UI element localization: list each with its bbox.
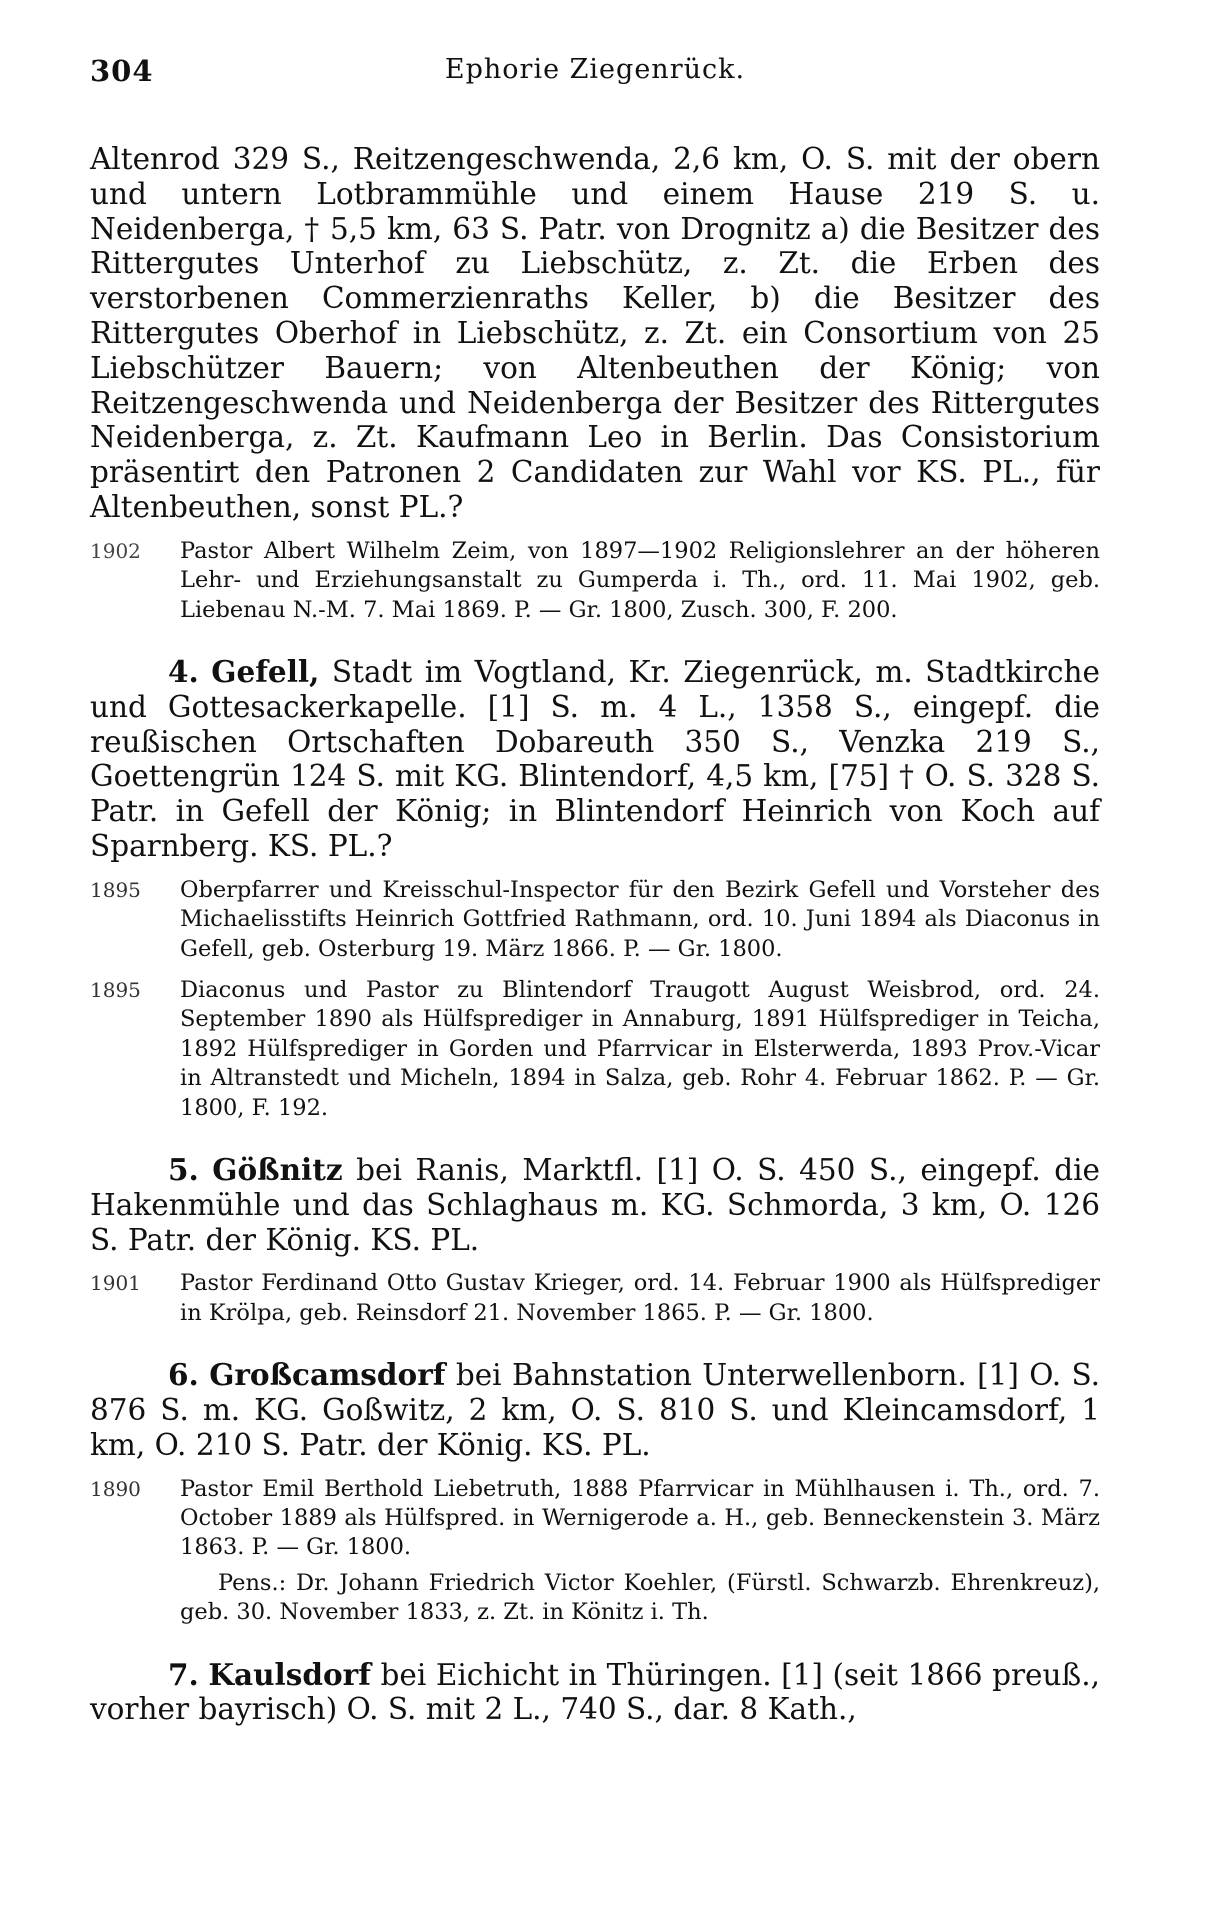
note-text: Pastor Ferdinand Otto Gustav Krieger, ord. 14. Februar 1900 als Hülfsprediger in Krölpa, geb. Reinsdorf 21. November 1865. P. — Gr. 1800. — [180, 1270, 1100, 1326]
note-text: Pastor Emil Berthold Liebetruth, 1888 Pfarrvicar in Mühlhausen i. Th., ord. 7. October 1889 als Hülfspred. in Wernigerode a. H., geb. Benneckenstein 3. März 1863. P. — Gr. 1800. — [180, 1475, 1100, 1561]
entry-number: 7. — [168, 1656, 199, 1692]
parish-entry — [90, 1358, 1100, 1462]
place-name: Gößnitz — [212, 1152, 343, 1188]
entry-number: 4. — [168, 653, 199, 689]
parish-entry — [90, 1153, 1100, 1257]
note-year: 1895 — [90, 877, 141, 902]
entry-text: bei Bahnstation Unterwellenborn. [1] O. S. 876 S. m. KG. Goßwitz, 2 km, O. S. 810 S. und Kleincamsdorf, 1 km, O. 210 S. Patr. der König. KS. PL. — [90, 1358, 1100, 1462]
place-name: Gefell, — [211, 653, 320, 689]
entry-text: Stadt im Vogtland, Kr. Ziegenrück, m. Stadtkirche und Gottesackerkapelle. [1] S. m. 4 L., 1358 S., eingepf. die reußischen Ortschaften Dobareuth 350 S., Venzka 219 S., Goettengrün 124 S. mit KG. Blintendorf, 4,5 km, [75] † O. S. 328 S. Patr. in Gefell der König; in Blintendorf Heinrich von Koch auf Sparnberg. KS. PL.? — [90, 654, 1100, 863]
parish-entry — [90, 655, 1100, 864]
clergy-note — [90, 1269, 1100, 1328]
clergy-note — [90, 976, 1100, 1123]
book-page — [90, 40, 1100, 1727]
running-head: Ephorie Ziegenrück. — [444, 54, 746, 85]
continuation-paragraph: Altenrod 329 S., Reitzengeschwenda, 2,6 km, O. S. mit der obern und untern Lotbrammühle und einem Hause 219 S. u. Neidenberga, † 5,5 km, 63 S. Patr. von Drognitz a) die Besitzer des Rittergutes Unterhof zu Liebschütz, z. Zt. die Erben des verstorbenen Commerzienraths Keller, b) die Besitzer des Rittergutes Oberhof in Liebschütz, z. Zt. ein Consortium von 25 Liebschützer Bauern; von Altenbeuthen der König; von Reitzengeschwenda und Neidenberga der Besitzer des Rittergutes Neidenberga, z. Zt. Kaufmann Leo in Berlin. Das Consistorium präsentirt den Patronen 2 Candidaten zur Wahl vor KS. PL., für Altenbeuthen, sonst PL.? — [90, 142, 1100, 524]
clergy-note — [90, 537, 1100, 625]
note-year: 1902 — [90, 538, 141, 563]
entry-text: bei Ranis, Marktfl. [1] O. S. 450 S., eingepf. die Hakenmühle und das Schlaghaus m. KG. Schmorda, 3 km, O. 126 S. Patr. der König. KS. PL. — [90, 1153, 1100, 1257]
clergy-note — [90, 876, 1100, 964]
page-number: 304 — [90, 54, 154, 88]
entry-number: 6. — [168, 1357, 199, 1393]
place-name: Großcamsdorf — [209, 1357, 446, 1393]
note-year: 1890 — [90, 1476, 141, 1501]
note-text: Diaconus und Pastor zu Blintendorf Traugott August Weisbrod, ord. 24. September 1890 als Hülfsprediger in Annaburg, 1891 Hülfsprediger in Teicha, 1892 Hülfsprediger in Gorden und Pfarrvicar in Elsterwerda, 1893 Prov.-Vicar in Altranstedt und Micheln, 1894 in Salza, geb. Rohr 4. Februar 1862. P. — Gr. 1800, F. 192. — [180, 976, 1100, 1121]
note-year: 1901 — [90, 1271, 141, 1296]
page-header — [90, 40, 1100, 100]
pension-note: Pens.: Dr. Johann Friedrich Victor Koehler, (Fürstl. Schwarzb. Ehrenkreuz), geb. 30. November 1833, z. Zt. in Könitz i. Th. — [180, 1569, 1100, 1626]
place-name: Kaulsdorf — [208, 1656, 371, 1692]
clergy-note — [90, 1475, 1100, 1563]
note-text: Pastor Albert Wilhelm Zeim, von 1897—1902 Religionslehrer an der höheren Lehr- und Erziehungsanstalt zu Gumperda i. Th., ord. 11. Mai 1902, geb. Liebenau N.-M. 7. Mai 1869. P. — Gr. 1800, Zusch. 300, F. 200. — [180, 537, 1100, 623]
note-year: 1895 — [90, 977, 141, 1002]
entry-text: bei Eichicht in Thüringen. [1] (seit 1866 preuß., vorher bayrisch) O. S. mit 2 L., 740 S., dar. 8 Kath., — [90, 1657, 1100, 1727]
entry-number: 5. — [168, 1152, 199, 1188]
note-text: Oberpfarrer und Kreisschul-Inspector für den Bezirk Gefell und Vorsteher des Michaelisstifts Heinrich Gottfried Rathmann, ord. 10. Juni 1894 als Diaconus in Gefell, geb. Osterburg 19. März 1866. P. — Gr. 1800. — [180, 876, 1100, 962]
parish-entry — [90, 1658, 1100, 1728]
